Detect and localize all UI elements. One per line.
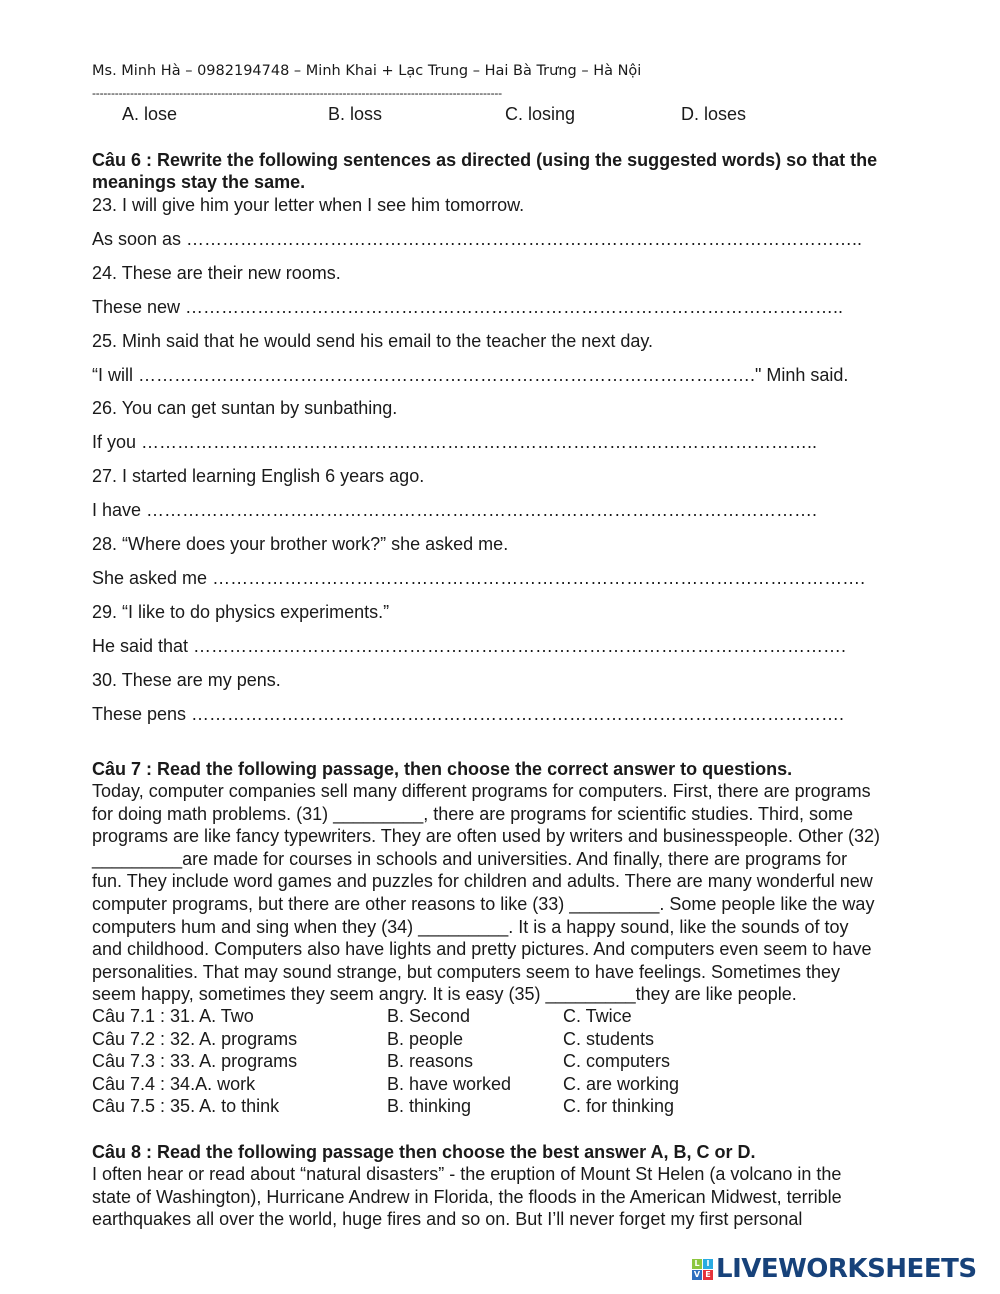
answer-line: As soon as …………………………………………………………………………………………………..	[92, 229, 863, 249]
question-sentence: 25. Minh said that he would send his email to the teacher the next day.	[92, 330, 654, 351]
passage-line: personalities. That may sound strange, but computers seem to have feelings. Sometimes they	[92, 961, 841, 982]
answer-option: B. reasons	[387, 1051, 474, 1071]
question-sentence: 28. “Where does your brother work?” she asked me.	[92, 534, 509, 554]
answer-line: He said that ……………………………………………………………………………………………….	[92, 635, 847, 656]
answer-line: I have ………………………………………………………………………………………………….	[92, 500, 818, 521]
answer-option: Câu 7.4 : 34.A. work	[92, 1073, 256, 1094]
option-a: A. lose	[122, 104, 178, 124]
passage-line: programs are like fancy typewriters. They are often used by writers and businesspeople. Other (32)	[92, 826, 881, 847]
answer-line: These pens ……………………………………………………………………………………………….	[92, 703, 845, 724]
answer-option: B. Second	[387, 1006, 471, 1026]
header-contact: Ms. Minh Hà – 0982194748 – Minh Khai + Lạc Trung – Hai Bà Trưng – Hà Nội	[92, 63, 642, 79]
answer-line: She asked me ……………………………………………………………………………………………….	[92, 568, 866, 588]
question-sentence: 27. I started learning English 6 years ago.	[92, 466, 425, 487]
passage-line: fun. They include word games and puzzles for children and adults. There are many wonderful new	[92, 871, 873, 892]
question-sentence: 30. These are my pens.	[92, 669, 281, 690]
question-6-title-cont: meanings stay the same.	[92, 172, 306, 192]
answer-option: C. for thinking	[563, 1096, 675, 1116]
logo-text: LIVEWORKSHEETS	[716, 1254, 977, 1284]
passage-line: computer programs, but there are other reasons to like (33) _________. Some people like the way	[92, 894, 875, 914]
question-sentence: 23. I will give him your letter when I see him tomorrow.	[92, 195, 525, 215]
option-d: D. loses	[681, 104, 747, 124]
answer-option: B. people	[387, 1028, 464, 1049]
passage-line: computers hum and sing when they (34) _________. It is a happy sound, like the sounds of toy	[92, 916, 849, 937]
passage-line: I often hear or read about “natural disasters” - the eruption of Mount St Helen (a volcano in the	[92, 1164, 842, 1184]
answer-line: These new ………………………………………………………………………………………………..	[92, 296, 844, 317]
passage-line: seem happy, sometimes they seem angry. It is easy (35) _________they are like people.	[92, 984, 797, 1005]
question-6-title: Câu 6 : Rewrite the following sentences as directed (using the suggested words) so that the	[92, 150, 878, 170]
passage-line: and childhood. Computers also have lights and pretty pictures. And computers even seem to have	[92, 939, 872, 960]
answer-option: C. are working	[563, 1073, 680, 1094]
passage-line: Today, computer companies sell many different programs for computers. First, there are programs	[92, 781, 871, 801]
answer-option: C. Twice	[563, 1006, 632, 1026]
answer-option: Câu 7.1 : 31. A. Two	[92, 1006, 254, 1026]
answer-option: Câu 7.5 : 35. A. to think	[92, 1096, 280, 1116]
question-sentence: 24. These are their new rooms.	[92, 262, 341, 283]
question-8-title: Câu 8 : Read the following passage then choose the best answer A, B, C or D.	[92, 1142, 756, 1162]
passage-line: _________are made for courses in schools and universities. And finally, there are programs for	[92, 848, 848, 869]
option-c: C. losing	[505, 104, 576, 124]
passage-line: for doing math problems. (31) _________, there are programs for scientific studies. Third, some	[92, 803, 854, 824]
answer-option: Câu 7.3 : 33. A. programs	[92, 1051, 298, 1071]
answer-option: B. have worked	[387, 1073, 512, 1094]
question-sentence: 29. “I like to do physics experiments.”	[92, 601, 390, 622]
answer-line: If you …………………………………………………………………………………………………..	[92, 432, 818, 453]
answer-option: C. computers	[563, 1051, 671, 1071]
answer-option: C. students	[563, 1028, 655, 1049]
answer-option: B. thinking	[387, 1096, 472, 1116]
answer-option: Câu 7.2 : 32. A. programs	[92, 1028, 298, 1049]
passage-line: state of Washington), Hurricane Andrew in Florida, the floods in the American Midwest, terrible	[92, 1186, 842, 1207]
question-sentence: 26. You can get suntan by sunbathing.	[92, 398, 398, 419]
liveworksheets-logo	[692, 1254, 977, 1284]
question-7-title: Câu 7 : Read the following passage, then choose the correct answer to questions.	[92, 759, 793, 779]
passage-line: earthquakes all over the world, huge fires and so on. But I’ll never forget my first personal	[92, 1209, 803, 1229]
option-b: B. loss	[328, 104, 383, 124]
logo-tiles-icon: L I V E	[692, 1259, 713, 1280]
answer-line: “I will …………………………………………………………………………………………." Minh said.	[92, 364, 849, 385]
header-divider: ------------------------------------------------------------------------------------------------------------	[92, 86, 502, 100]
